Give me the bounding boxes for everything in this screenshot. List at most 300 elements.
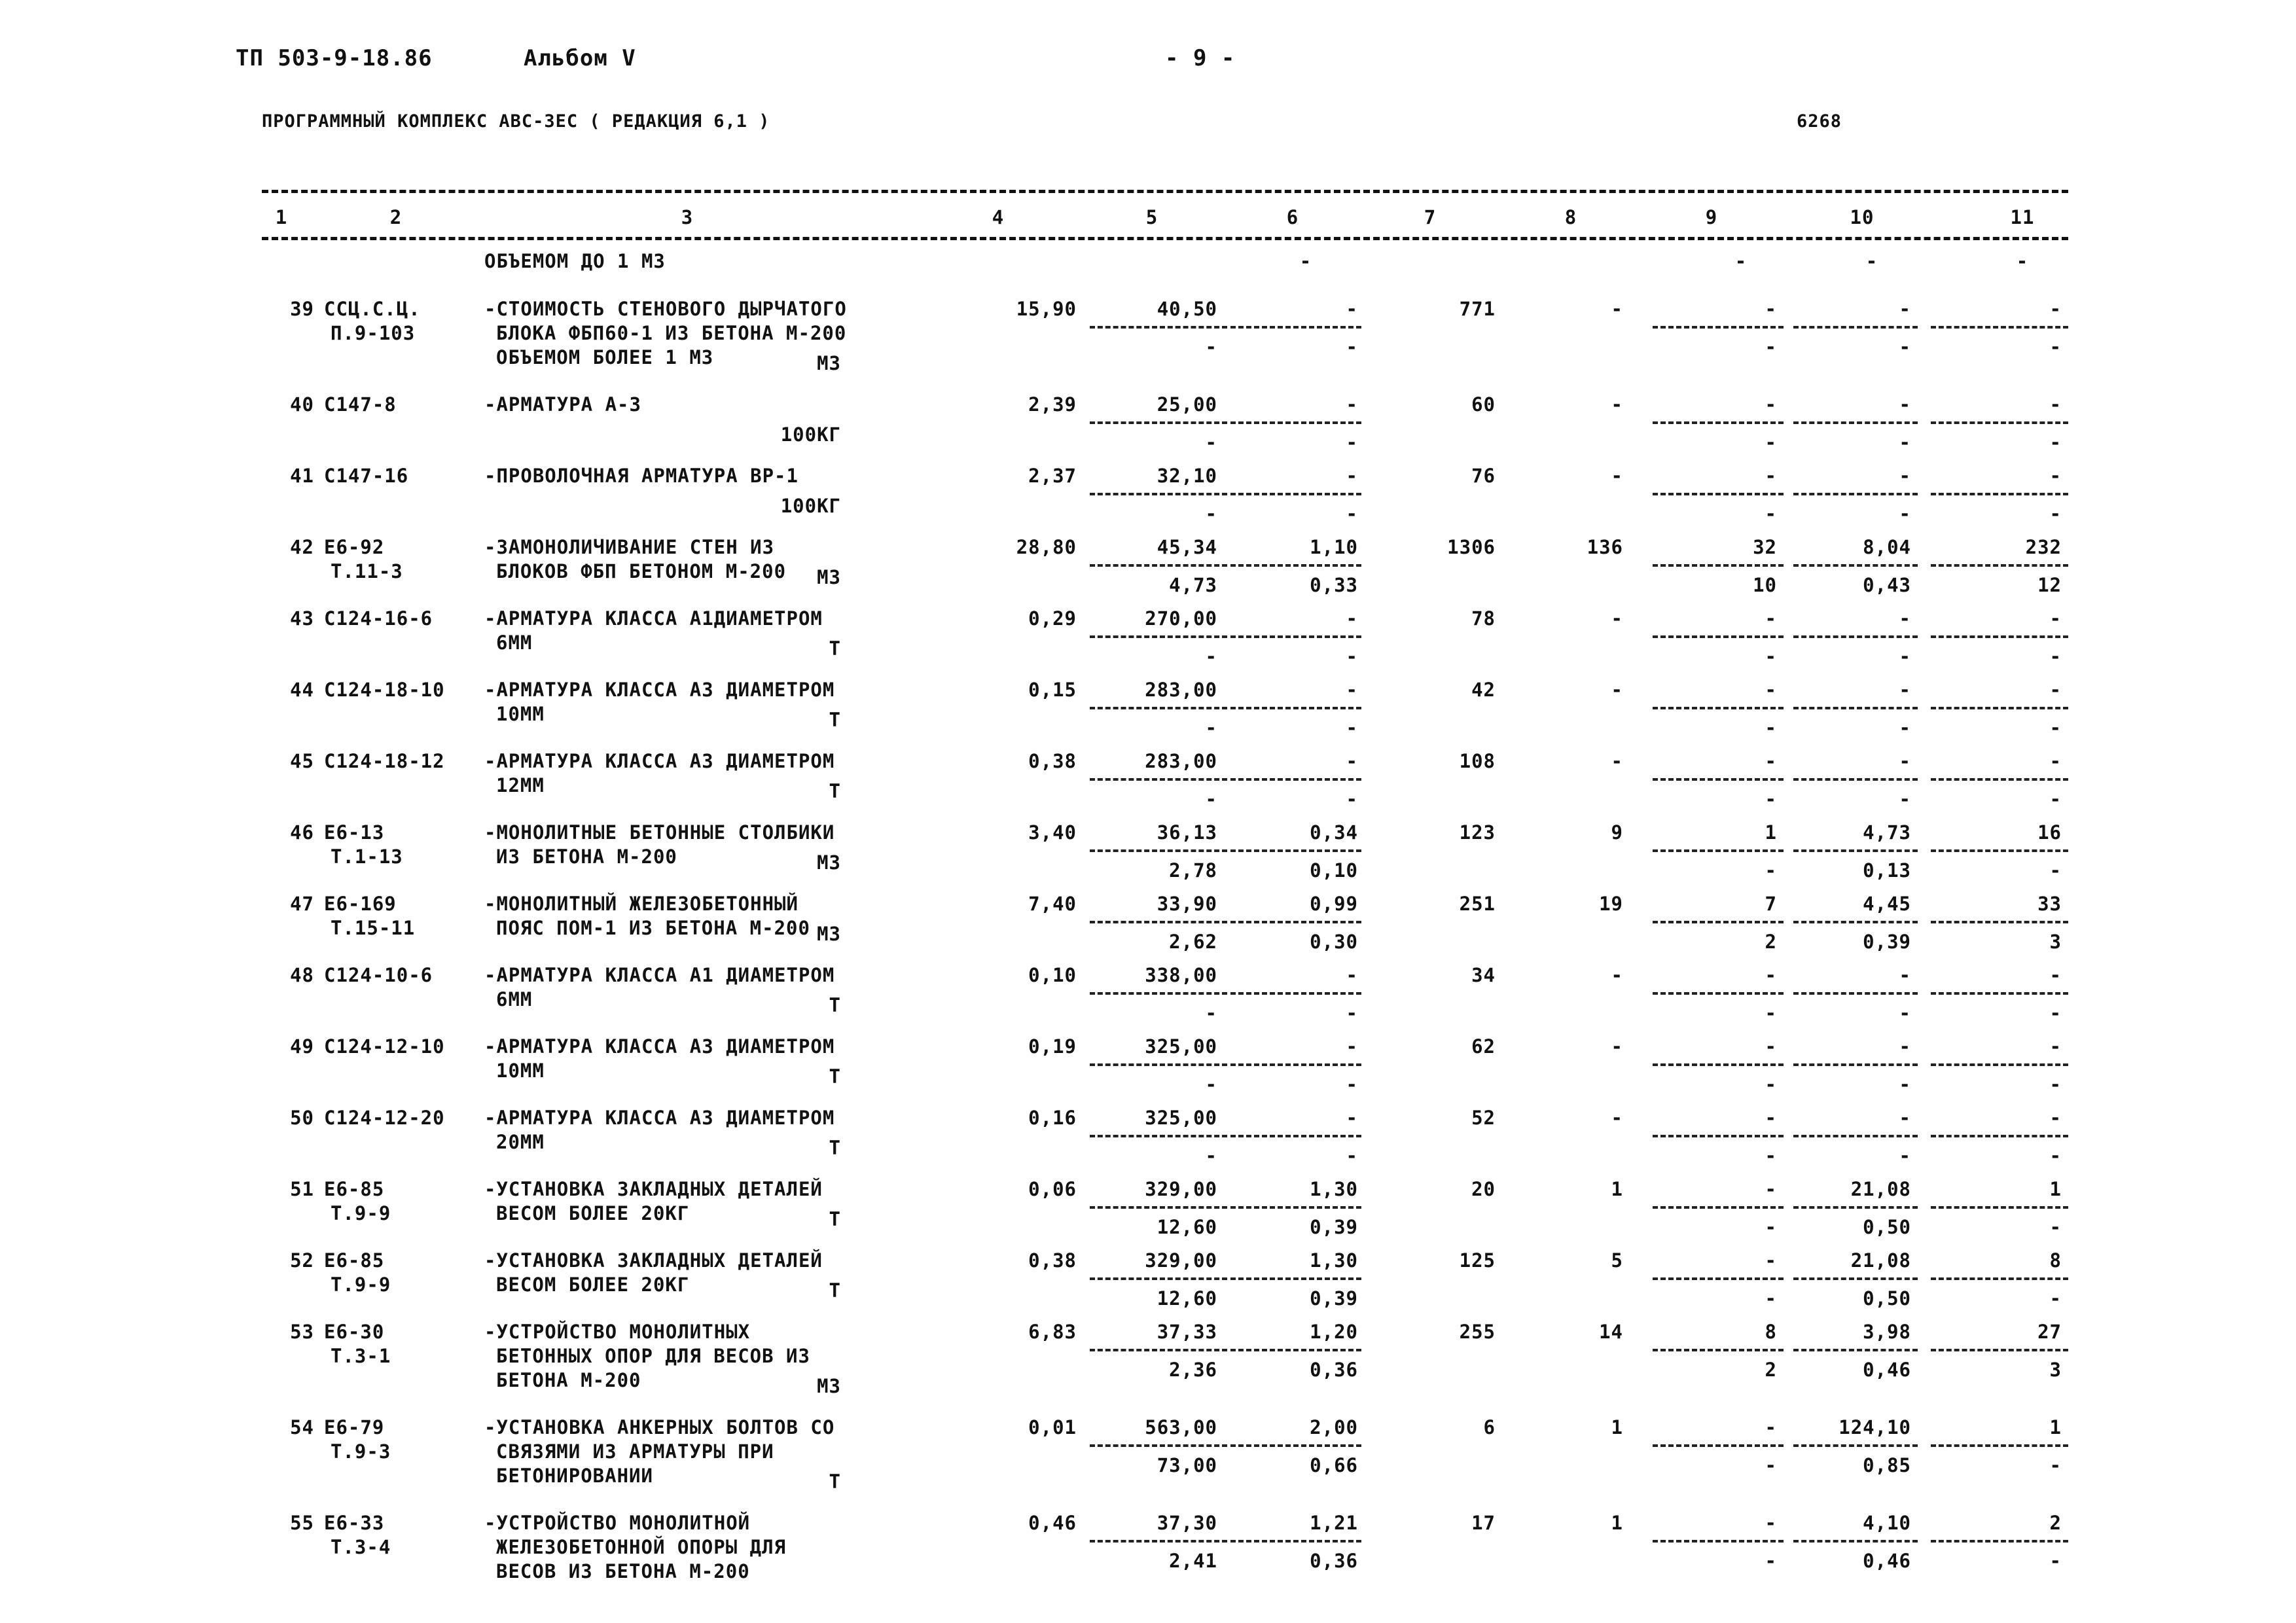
cell-c8: - [1611, 1107, 1623, 1129]
cell-b5: 2,41 [1169, 1550, 1217, 1572]
column-header-4: 4 [992, 206, 1005, 228]
cell-c9: 1 [1765, 821, 1777, 844]
row-description: -МОНОЛИТНЫЕ БЕТОННЫЕ СТОЛБИКИ [484, 821, 835, 844]
subtotal-rule-10 [1793, 849, 1918, 852]
subtotal-rule-9 [1653, 1135, 1784, 1137]
cell-b5: - [1205, 1002, 1217, 1024]
subtotal-rule-9 [1653, 564, 1784, 567]
cell-c9: - [1765, 393, 1777, 416]
cell-c7: 76 [1471, 465, 1496, 487]
cell-c9: - [1765, 1178, 1777, 1200]
cell-b5: - [1205, 717, 1217, 739]
cell-c11: 16 [2037, 821, 2062, 844]
cell-c7: 62 [1471, 1035, 1496, 1058]
cell-c7: 6 [1483, 1416, 1496, 1438]
cell-c9: - [1765, 1249, 1777, 1272]
cell-c10: - [1899, 298, 1911, 320]
cell-b9: - [1765, 1550, 1777, 1572]
cell-b5: - [1205, 1145, 1217, 1167]
subtotal-rule-6 [1230, 778, 1361, 781]
subtotal-rule-5 [1090, 635, 1227, 638]
row-code: С124-16-6 [324, 607, 433, 630]
cell-b10: - [1899, 1145, 1911, 1167]
cell-b6: - [1346, 717, 1358, 739]
cell-c5: 563,00 [1145, 1416, 1217, 1438]
cell-c6: - [1346, 298, 1358, 320]
subtotal-rule-11 [1931, 992, 2068, 995]
cell-b11: - [2049, 336, 2062, 358]
row-unit: М3 [817, 851, 841, 874]
cell-c4: 15,90 [1016, 298, 1077, 320]
intro-c10: - [1865, 250, 1878, 272]
cell-b9: 2 [1765, 931, 1777, 953]
subtotal-rule-11 [1931, 1540, 2068, 1543]
cell-c5: 283,00 [1145, 750, 1217, 772]
subtotal-rule-6 [1230, 1349, 1361, 1351]
subtotal-rule-10 [1793, 635, 1918, 638]
row-number: 50 [290, 1107, 314, 1129]
row-code: С124-18-12 [324, 750, 445, 772]
row-description: ИЗ БЕТОНА М-200 [496, 846, 677, 868]
row-unit: М3 [817, 922, 841, 945]
row-description: 6ММ [496, 988, 533, 1010]
cell-c11: - [2049, 298, 2062, 320]
row-code: П.9-103 [331, 322, 416, 344]
cell-b10: - [1899, 788, 1911, 810]
subtotal-rule-9 [1653, 421, 1784, 424]
cell-c11: 8 [2049, 1249, 2062, 1272]
cell-c8: 1 [1611, 1178, 1623, 1200]
row-description: БЛОКА ФБП60-1 ИЗ БЕТОНА М-200 [496, 322, 847, 344]
subtotal-rule-5 [1090, 1349, 1227, 1351]
cell-b5: 2,78 [1169, 859, 1217, 882]
subtotal-rule-10 [1793, 778, 1918, 781]
cell-c8: - [1611, 750, 1623, 772]
cell-b6: 0,36 [1310, 1359, 1358, 1381]
cell-c8: - [1611, 1035, 1623, 1058]
row-code: Е6-169 [324, 893, 397, 915]
subtotal-rule-11 [1931, 421, 2068, 424]
subtotal-rule-5 [1090, 849, 1227, 852]
cell-c6: - [1346, 679, 1358, 701]
cell-c6: - [1346, 1107, 1358, 1129]
subtotal-rule-9 [1653, 1444, 1784, 1447]
cell-c4: 2,37 [1028, 465, 1077, 487]
cell-c4: 2,39 [1028, 393, 1077, 416]
subtotal-rule-9 [1653, 635, 1784, 638]
cell-b5: - [1205, 431, 1217, 454]
cell-c10: 21,08 [1850, 1249, 1911, 1272]
cell-c8: 9 [1611, 821, 1623, 844]
cell-c10: 124,10 [1839, 1416, 1911, 1438]
row-code: С124-10-6 [324, 964, 433, 986]
subtotal-rule-10 [1793, 421, 1918, 424]
cell-c9: - [1765, 679, 1777, 701]
cell-b6: - [1346, 503, 1358, 525]
column-header-2: 2 [389, 206, 403, 228]
cell-c5: 37,30 [1157, 1512, 1217, 1534]
cell-c6: - [1346, 393, 1358, 416]
row-description: -ЗАМОНОЛИЧИВАНИЕ СТЕН ИЗ [484, 536, 775, 558]
row-description: -АРМАТУРА КЛАССА А3 ДИАМЕТРОМ [484, 1107, 835, 1129]
row-number: 55 [290, 1512, 314, 1534]
row-unit: Т [829, 1470, 841, 1493]
cell-b11: 12 [2037, 574, 2062, 596]
cell-c9: - [1765, 1035, 1777, 1058]
intro-c11: - [2016, 250, 2029, 272]
cell-c6: 1,30 [1310, 1249, 1358, 1272]
row-description: 12ММ [496, 774, 545, 796]
cell-c6: 0,34 [1310, 821, 1358, 844]
cell-c4: 0,15 [1028, 679, 1077, 701]
cell-c11: 1 [2049, 1178, 2062, 1200]
subtotal-rule-5 [1090, 564, 1227, 567]
row-description: БЕТОНА М-200 [496, 1369, 641, 1391]
cell-b9: - [1765, 503, 1777, 525]
cell-c11: 33 [2037, 893, 2062, 915]
cell-c7: 123 [1459, 821, 1496, 844]
header-bottom-rule [262, 237, 2068, 240]
page-number: - 9 - [1165, 45, 1236, 71]
cell-b11: - [2049, 645, 2062, 668]
cell-c7: 42 [1471, 679, 1496, 701]
cell-b6: - [1346, 336, 1358, 358]
cell-c11: - [2049, 750, 2062, 772]
cell-c6: 1,30 [1310, 1178, 1358, 1200]
subtotal-rule-6 [1230, 1206, 1361, 1209]
cell-b10: 0,50 [1863, 1216, 1911, 1238]
row-description: -МОНОЛИТНЫЙ ЖЕЛЕЗОБЕТОННЫЙ [484, 893, 798, 915]
cell-c10: - [1899, 393, 1911, 416]
doc-code: ТП 503-9-18.86 [236, 45, 433, 71]
row-unit: М3 [817, 351, 841, 374]
cell-c5: 283,00 [1145, 679, 1217, 701]
cell-b10: 0,13 [1863, 859, 1911, 882]
subtotal-rule-5 [1090, 921, 1227, 923]
cell-b10: - [1899, 1002, 1911, 1024]
cell-b11: - [2049, 1287, 2062, 1310]
cell-c11: - [2049, 964, 2062, 986]
subtotal-rule-10 [1793, 564, 1918, 567]
row-number: 45 [290, 750, 314, 772]
cell-c5: 32,10 [1157, 465, 1217, 487]
cell-b9: - [1765, 788, 1777, 810]
subtotal-rule-5 [1090, 1063, 1227, 1066]
cell-c4: 6,83 [1028, 1321, 1077, 1343]
cell-b11: - [2049, 1550, 2062, 1572]
subtotal-rule-9 [1653, 1349, 1784, 1351]
column-header-7: 7 [1424, 206, 1437, 228]
row-unit: 100КГ [780, 494, 841, 517]
cell-b6: - [1346, 1145, 1358, 1167]
row-unit: Т [829, 1207, 841, 1230]
cell-c9: - [1765, 964, 1777, 986]
cell-b6: 0,39 [1310, 1287, 1358, 1310]
cell-b11: - [2049, 431, 2062, 454]
subtotal-rule-5 [1090, 778, 1227, 781]
row-code: Е6-30 [324, 1321, 385, 1343]
cell-c11: - [2049, 1107, 2062, 1129]
cell-c5: 338,00 [1145, 964, 1217, 986]
cell-b6: 0,36 [1310, 1550, 1358, 1572]
cell-c11: - [2049, 679, 2062, 701]
cell-b6: 0,66 [1310, 1454, 1358, 1476]
cell-c7: 20 [1471, 1178, 1496, 1200]
cell-c7: 52 [1471, 1107, 1496, 1129]
row-description: -УСТРОЙСТВО МОНОЛИТНЫХ [484, 1321, 751, 1343]
cell-b5: - [1205, 336, 1217, 358]
cell-c10: - [1899, 750, 1911, 772]
cell-c8: 5 [1611, 1249, 1623, 1272]
subtotal-rule-11 [1931, 1135, 2068, 1137]
subtotal-rule-5 [1090, 421, 1227, 424]
cell-c10: 4,73 [1863, 821, 1911, 844]
cell-c7: 78 [1471, 607, 1496, 630]
subtotal-rule-6 [1230, 493, 1361, 495]
cell-c5: 329,00 [1145, 1249, 1217, 1272]
cell-c11: - [2049, 465, 2062, 487]
subtotal-rule-6 [1230, 849, 1361, 852]
cell-c4: 0,10 [1028, 964, 1077, 986]
cell-c7: 1306 [1447, 536, 1496, 558]
cell-c4: 0,38 [1028, 1249, 1077, 1272]
cell-c4: 0,01 [1028, 1416, 1077, 1438]
cell-b11: - [2049, 1073, 2062, 1096]
row-description: 6ММ [496, 632, 533, 654]
cell-c10: - [1899, 465, 1911, 487]
cell-b10: 0,43 [1863, 574, 1911, 596]
cell-c5: 45,34 [1157, 536, 1217, 558]
cell-c11: - [2049, 393, 2062, 416]
row-description: -АРМАТУРА КЛАССА А3 ДИАМЕТРОМ [484, 1035, 835, 1058]
cell-c4: 0,29 [1028, 607, 1077, 630]
subtotal-rule-10 [1793, 1540, 1918, 1543]
subtotal-rule-10 [1793, 1349, 1918, 1351]
cell-c8: - [1611, 964, 1623, 986]
row-unit: Т [829, 1279, 841, 1302]
row-number: 42 [290, 536, 314, 558]
cell-c5: 36,13 [1157, 821, 1217, 844]
program-title: ПРОГРАММНЫЙ КОМПЛЕКС АВС-ЗЕС ( РЕДАКЦИЯ 6,1 ) [262, 111, 770, 132]
subtotal-rule-6 [1230, 564, 1361, 567]
subtotal-rule-6 [1230, 635, 1361, 638]
row-description: -УСТАНОВКА АНКЕРНЫХ БОЛТОВ СО [484, 1416, 835, 1438]
row-description: БЕТОННЫХ ОПОР ДЛЯ ВЕСОВ ИЗ [496, 1345, 810, 1367]
subtotal-rule-10 [1793, 1444, 1918, 1447]
subtotal-rule-9 [1653, 1206, 1784, 1209]
cell-b6: 0,33 [1310, 574, 1358, 596]
row-description: -УСТАНОВКА ЗАКЛАДНЫХ ДЕТАЛЕЙ [484, 1249, 823, 1272]
cell-b5: 12,60 [1157, 1216, 1217, 1238]
cell-b11: - [2049, 788, 2062, 810]
cell-b5: - [1205, 645, 1217, 668]
cell-c10: 3,98 [1863, 1321, 1911, 1343]
row-code: Т.3-4 [331, 1536, 391, 1558]
row-unit: Т [829, 1136, 841, 1159]
row-number: 48 [290, 964, 314, 986]
cell-c10: 4,45 [1863, 893, 1911, 915]
row-unit: М3 [817, 565, 841, 588]
subtotal-rule-6 [1230, 707, 1361, 709]
cell-b9: - [1765, 859, 1777, 882]
row-description: ОБЪЕМОМ БОЛЕЕ 1 М3 [496, 346, 714, 368]
row-number: 39 [290, 298, 314, 320]
row-number: 49 [290, 1035, 314, 1058]
subtotal-rule-5 [1090, 1135, 1227, 1137]
cell-c6: 1,10 [1310, 536, 1358, 558]
subtotal-rule-5 [1090, 1277, 1227, 1280]
cell-b6: 0,10 [1310, 859, 1358, 882]
cell-c7: 108 [1459, 750, 1496, 772]
column-header-8: 8 [1564, 206, 1577, 228]
subtotal-rule-11 [1931, 778, 2068, 781]
column-header-9: 9 [1705, 206, 1718, 228]
row-description: ВЕСОВ ИЗ БЕТОНА М-200 [496, 1560, 750, 1582]
cell-c5: 325,00 [1145, 1107, 1217, 1129]
cell-c11: - [2049, 1035, 2062, 1058]
row-description: ВЕСОМ БОЛЕЕ 20КГ [496, 1274, 690, 1296]
row-code: Т.15-11 [331, 917, 416, 939]
subtotal-rule-11 [1931, 493, 2068, 495]
cell-c11: - [2049, 607, 2062, 630]
row-number: 52 [290, 1249, 314, 1272]
cell-b6: - [1346, 1002, 1358, 1024]
row-code: Т.3-1 [331, 1345, 391, 1367]
cell-c10: - [1899, 607, 1911, 630]
row-description: -УСТАНОВКА ЗАКЛАДНЫХ ДЕТАЛЕЙ [484, 1178, 823, 1200]
cell-c8: 14 [1599, 1321, 1623, 1343]
cell-c10: 21,08 [1850, 1178, 1911, 1200]
subtotal-rule-6 [1230, 992, 1361, 995]
subtotal-rule-5 [1090, 707, 1227, 709]
subtotal-rule-11 [1931, 326, 2068, 329]
cell-b6: - [1346, 1073, 1358, 1096]
row-code: Е6-33 [324, 1512, 385, 1534]
cell-b5: - [1205, 1073, 1217, 1096]
row-description: -СТОИМОСТЬ СТЕНОВОГО ДЫРЧАТОГО [484, 298, 847, 320]
cell-c4: 28,80 [1016, 536, 1077, 558]
cell-b11: - [2049, 1145, 2062, 1167]
cell-c5: 33,90 [1157, 893, 1217, 915]
cell-c8: - [1611, 607, 1623, 630]
cell-c5: 270,00 [1145, 607, 1217, 630]
cell-b11: 3 [2049, 1359, 2062, 1381]
cell-b10: 0,50 [1863, 1287, 1911, 1310]
cell-c5: 25,00 [1157, 393, 1217, 416]
cell-c7: 34 [1471, 964, 1496, 986]
subtotal-rule-10 [1793, 992, 1918, 995]
cell-c6: - [1346, 964, 1358, 986]
row-description: ПОЯС ПОМ-1 ИЗ БЕТОНА М-200 [496, 917, 810, 939]
document-code: 6268 [1797, 111, 1842, 132]
cell-b9: - [1765, 1216, 1777, 1238]
cell-c10: 4,10 [1863, 1512, 1911, 1534]
cell-b10: - [1899, 336, 1911, 358]
cell-b5: 12,60 [1157, 1287, 1217, 1310]
cell-c7: 255 [1459, 1321, 1496, 1343]
cell-c4: 0,46 [1028, 1512, 1077, 1534]
subtotal-rule-6 [1230, 1063, 1361, 1066]
subtotal-rule-9 [1653, 493, 1784, 495]
cell-b10: - [1899, 645, 1911, 668]
header-top-rule [262, 190, 2068, 193]
cell-c9: - [1765, 1107, 1777, 1129]
subtotal-rule-10 [1793, 707, 1918, 709]
cell-c9: - [1765, 1416, 1777, 1438]
column-header-1: 1 [275, 206, 288, 228]
cell-c4: 7,40 [1028, 893, 1077, 915]
cell-c4: 3,40 [1028, 821, 1077, 844]
subtotal-rule-10 [1793, 326, 1918, 329]
subtotal-rule-5 [1090, 992, 1227, 995]
row-code: Т.11-3 [331, 560, 403, 582]
row-code: С147-16 [324, 465, 409, 487]
subtotal-rule-9 [1653, 326, 1784, 329]
cell-c9: 8 [1765, 1321, 1777, 1343]
row-code: Е6-85 [324, 1249, 385, 1272]
subtotal-rule-11 [1931, 1349, 2068, 1351]
row-description: -АРМАТУРА А-3 [484, 393, 641, 416]
cell-c8: 136 [1587, 536, 1623, 558]
cell-c6: - [1346, 607, 1358, 630]
cell-c8: - [1611, 465, 1623, 487]
subtotal-rule-9 [1653, 1277, 1784, 1280]
subtotal-rule-11 [1931, 1277, 2068, 1280]
subtotal-rule-5 [1090, 326, 1227, 329]
row-description: БЕТОНИРОВАНИИ [496, 1465, 653, 1487]
row-number: 41 [290, 465, 314, 487]
subtotal-rule-11 [1931, 1444, 2068, 1447]
cell-b10: - [1899, 1073, 1911, 1096]
cell-c6: - [1346, 465, 1358, 487]
cell-b5: - [1205, 788, 1217, 810]
cell-c5: 329,00 [1145, 1178, 1217, 1200]
row-unit: Т [829, 779, 841, 802]
row-description: 10ММ [496, 1060, 545, 1082]
row-number: 43 [290, 607, 314, 630]
cell-c11: 1 [2049, 1416, 2062, 1438]
row-code: Е6-13 [324, 821, 385, 844]
row-code: Е6-79 [324, 1416, 385, 1438]
cell-b9: 10 [1753, 574, 1777, 596]
intro-c6: - [1299, 250, 1312, 272]
cell-c10: 8,04 [1863, 536, 1911, 558]
subtotal-rule-6 [1230, 1135, 1361, 1137]
cell-c7: 251 [1459, 893, 1496, 915]
cell-b11: - [2049, 1454, 2062, 1476]
intro-text: ОБЪЕМОМ ДО 1 М3 [484, 250, 666, 272]
cell-c8: - [1611, 393, 1623, 416]
cell-c8: - [1611, 679, 1623, 701]
row-description: СВЯЗЯМИ ИЗ АРМАТУРЫ ПРИ [496, 1440, 774, 1463]
subtotal-rule-11 [1931, 921, 2068, 923]
cell-b6: - [1346, 788, 1358, 810]
cell-b10: 0,46 [1863, 1359, 1911, 1381]
intro-c9: - [1734, 250, 1748, 272]
row-code: С124-18-10 [324, 679, 445, 701]
subtotal-rule-6 [1230, 1540, 1361, 1543]
subtotal-rule-10 [1793, 921, 1918, 923]
row-code: С147-8 [324, 393, 397, 416]
cell-c11: 27 [2037, 1321, 2062, 1343]
row-description: 10ММ [496, 703, 545, 725]
cell-b10: 0,46 [1863, 1550, 1911, 1572]
cell-b10: 0,39 [1863, 931, 1911, 953]
cell-c9: - [1765, 1512, 1777, 1534]
cell-c10: - [1899, 1107, 1911, 1129]
row-description: БЛОКОВ ФБП БЕТОНОМ М-200 [496, 560, 787, 582]
row-code: Т.9-9 [331, 1274, 391, 1296]
